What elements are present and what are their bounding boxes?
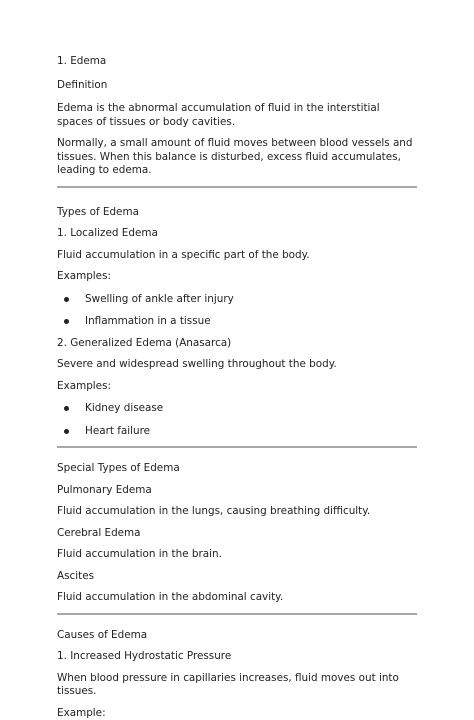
list-item: Kidney disease [57,402,417,416]
bullet-icon [64,297,69,302]
list-item: Heart failure [57,425,417,439]
hydrostatic-pressure-title: 1. Increased Hydrostatic Pressure [57,650,417,664]
section-divider [57,446,417,448]
ascites-text: Fluid accumulation in the abdominal cavity. [57,591,417,605]
section-heading-edema: 1. Edema [57,55,417,69]
bullet-icon [64,429,69,434]
localized-examples-list [57,293,417,329]
bullet-icon [64,319,69,324]
document-page [57,55,417,720]
ascites-title: Ascites [57,570,417,584]
hydrostatic-pressure-text: When blood pressure in capillaries increases, fluid moves out into tissues. [57,672,417,699]
cerebral-edema-title: Cerebral Edema [57,527,417,541]
localized-edema-text: Fluid accumulation in a specific part of the body. [57,249,417,263]
localized-edema-title: 1. Localized Edema [57,227,417,241]
section-divider [57,613,417,615]
generalized-examples-label: Examples: [57,380,417,394]
generalized-edema-text: Severe and widespread swelling throughout the body. [57,358,417,372]
normal-balance-text: Normally, a small amount of fluid moves between blood vessels and tissues. When this balance is disturbed, excess fluid accumulates, leading to edema. [57,137,417,178]
pulmonary-edema-text: Fluid accumulation in the lungs, causing breathing difficulty. [57,505,417,519]
list-item: Inflammation in a tissue [57,315,417,329]
section-heading-causes: Causes of Edema [57,629,417,643]
section-heading-special: Special Types of Edema [57,462,417,476]
section-divider [57,186,417,188]
definition-text: Edema is the abnormal accumulation of fluid in the interstitial spaces of tissues or body cavities. [57,102,417,129]
example-label: Example: [57,707,417,720]
section-heading-types: Types of Edema [57,206,417,220]
localized-examples-label: Examples: [57,270,417,284]
definition-label: Definition [57,79,417,93]
cerebral-edema-text: Fluid accumulation in the brain. [57,548,417,562]
bullet-icon [64,406,69,411]
generalized-examples-list [57,402,417,438]
pulmonary-edema-title: Pulmonary Edema [57,484,417,498]
list-item: Swelling of ankle after injury [57,293,417,307]
generalized-edema-title: 2. Generalized Edema (Anasarca) [57,337,417,351]
